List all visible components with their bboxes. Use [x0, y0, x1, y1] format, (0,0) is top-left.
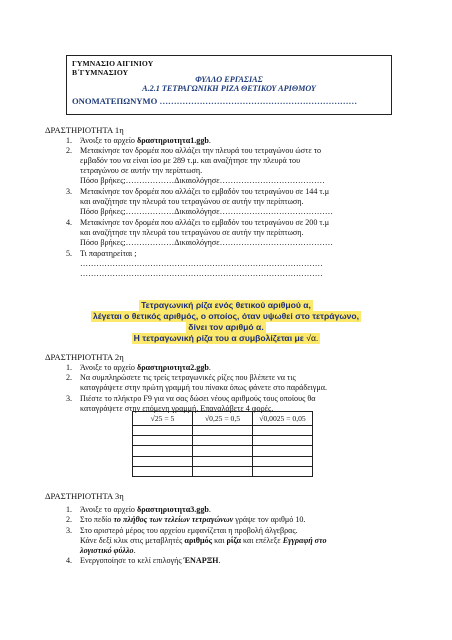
table-cell[interactable]	[193, 466, 253, 476]
table-cell[interactable]	[253, 426, 313, 436]
definition-line2: λέγεται ο θετικός αριθμός, ο οποίος, όταν υψωθεί στο τετράγωνο,	[92, 311, 360, 321]
list-item-line: ………………………………………………………………………………	[80, 259, 323, 268]
list-item-line: Πόσο βρήκες;………………Δικαιολόγησε…………………………………	[80, 176, 325, 185]
table-row	[133, 446, 313, 456]
definition-line3: δίνει τον αριθμό α.	[188, 322, 264, 332]
table-cell[interactable]	[133, 446, 193, 456]
list-item-line: καταγράψετε στην πρώτη γραμμή του πίνακα όπως φάνετε στο παράδειγμα.	[80, 383, 327, 392]
list-item-line: Άνοιξε το αρχείο δραστηριοτητα1.ggb.	[80, 136, 211, 145]
list-number: 5.	[66, 249, 73, 258]
table-cell: √0,0025 = 0,05	[253, 412, 313, 426]
list-number: 2.	[66, 515, 73, 524]
activity3-title: ΔΡΑΣΤΗΡΙΟΤΗΤΑ 3η	[45, 491, 124, 501]
list-item-line: Πόσο βρήκες;………………Δικαιολόγησε……………………………………	[80, 238, 333, 247]
list-item-line: και αναζήτησε την πλευρά του τετραγώνου σε αυτήν την περίπτωση.	[80, 228, 304, 237]
table-row	[133, 426, 313, 436]
list-item-line: εμβαδόν του να είναι ίσο με 289 τ.μ. και αναζήτησε την πλευρά του	[80, 156, 301, 165]
list-number: 3.	[66, 394, 73, 403]
list-item-line: Στο πεδίο το πλήθος των τελείων τετραγώνων γράψε τον αριθμό 10.	[80, 515, 306, 524]
list-item-line: Πιέστε το πλήκτρο F9 για να σας δώσει νέους αριθμούς τους οποίους θα	[80, 394, 316, 403]
list-number: 2.	[66, 146, 73, 155]
list-item-line: Μετακίνησε τον δρομέα που αλλάζει την πλευρά του τετραγώνου ώστε το	[80, 146, 322, 155]
table-cell[interactable]	[253, 466, 313, 476]
list-item-line: λογιστικό φύλλο.	[80, 546, 136, 555]
list-number: 4.	[66, 218, 73, 227]
sheet-title: ΦΥΛΛΟ ΕΡΓΑΣΙΑΣ	[195, 75, 263, 84]
table-cell[interactable]	[133, 456, 193, 466]
list-item-line: Ενεργοποίησε το κελί επιλογής ΈΝΑΡΞΗ.	[80, 556, 221, 565]
list-item-line: Στο αριστερό μέρος του αρχείου εμφανίζεται η προβολή άλγεβρας.	[80, 526, 298, 535]
list-number: 3.	[66, 187, 73, 196]
list-number: 3.	[66, 526, 73, 535]
list-item-line: καταγράψετε στην επόμενη γραμμή. Επαναλάβετε 4 φορές.	[80, 404, 274, 413]
table-cell[interactable]	[133, 466, 193, 476]
list-number: 2.	[66, 373, 73, 382]
list-item-line: και αναζήτησε την πλευρά του τετραγώνου σε αυτήν την περίπτωση.	[80, 197, 304, 206]
table-row	[133, 456, 313, 466]
table-row	[133, 436, 313, 446]
table-row	[133, 466, 313, 476]
list-item-line: Τι παρατηρείται ;	[80, 249, 137, 258]
table-cell[interactable]	[253, 436, 313, 446]
list-item-line: Μετακίνησε τον δρομέα που αλλάζει το εμβαδόν του τετραγώνου σε 200 τ.μ	[80, 218, 330, 227]
list-item-line: Άνοιξε το αρχείο δραστηριοτητα2.ggb.	[80, 363, 211, 372]
list-item-line: Άνοιξε το αρχείο δραστηριοτητα3.ggb.	[80, 505, 211, 514]
school-name: ΓΥΜΝΑΣΙΟ ΑΙΓΙΝΙΟΥ	[72, 59, 154, 68]
list-number: 1.	[66, 136, 73, 145]
class-name: Β΄ΓΥΜΝΑΣΙΟΥ	[72, 68, 129, 77]
definition-line4-wrap	[0, 328, 452, 346]
table-row	[133, 412, 313, 426]
table-cell[interactable]	[193, 456, 253, 466]
list-item-line: Να συμπληρώσετε τις τρείς τετραγωνικές ρίζες που βλέπετε να τις	[80, 373, 296, 382]
table-cell[interactable]	[253, 446, 313, 456]
list-item-line: Μετακίνησε τον δρομέα που αλλάζει το εμβαδόν του τετραγώνου σε 144 τ.μ	[80, 187, 330, 196]
table-cell[interactable]	[193, 426, 253, 436]
list-number: 1.	[66, 505, 73, 514]
table-cell[interactable]	[133, 426, 193, 436]
sqrt-symbol: √α.	[306, 333, 319, 343]
table-cell: √25 = 5	[133, 412, 193, 426]
list-number: 1.	[66, 363, 73, 372]
definition-line1: Τετραγωνική ρίζα ενός θετικού αριθμού α,	[141, 300, 311, 310]
table-cell[interactable]	[133, 436, 193, 446]
activity2-title: ΔΡΑΣΤΗΡΙΟΤΗΤΑ 2η	[45, 352, 124, 362]
list-item-line: Κάνε δεξί κλικ στις μεταβλητές αριθμός και ρίζα και επέλεξε Εγγραφή στο	[80, 536, 327, 545]
list-item-line: τετραγώνου σε αυτήν την περίπτωση.	[80, 166, 203, 175]
definition-line4: Η τετραγωνική ρίζα του α συμβολίζεται με	[133, 333, 304, 343]
header-box	[66, 55, 392, 115]
list-item-line: Πόσο βρήκες;………………Δικαιολόγησε……………………………………	[80, 207, 333, 216]
roots-table	[132, 411, 313, 477]
list-item-line: ………………………………………………………………………………	[80, 269, 323, 278]
table-cell: √0,25 = 0,5	[193, 412, 253, 426]
definition-line4-box	[132, 333, 321, 344]
list-number: 4.	[66, 556, 73, 565]
table-cell[interactable]	[193, 436, 253, 446]
sheet-subtitle: Α.2.1 ΤΕΤΡΑΓΩΝΙΚΗ ΡΙΖΑ ΘΕΤΙΚΟΥ ΑΡΙΘΜΟΥ	[142, 84, 316, 93]
table-cell[interactable]	[193, 446, 253, 456]
activity1-title: ΔΡΑΣΤΗΡΙΟΤΗΤΑ 1η	[45, 125, 124, 135]
table-cell[interactable]	[253, 456, 313, 466]
name-field: ΟΝΟΜΑΤΕΠΩΝΥΜΟ ……………………………………………………………	[72, 96, 358, 106]
